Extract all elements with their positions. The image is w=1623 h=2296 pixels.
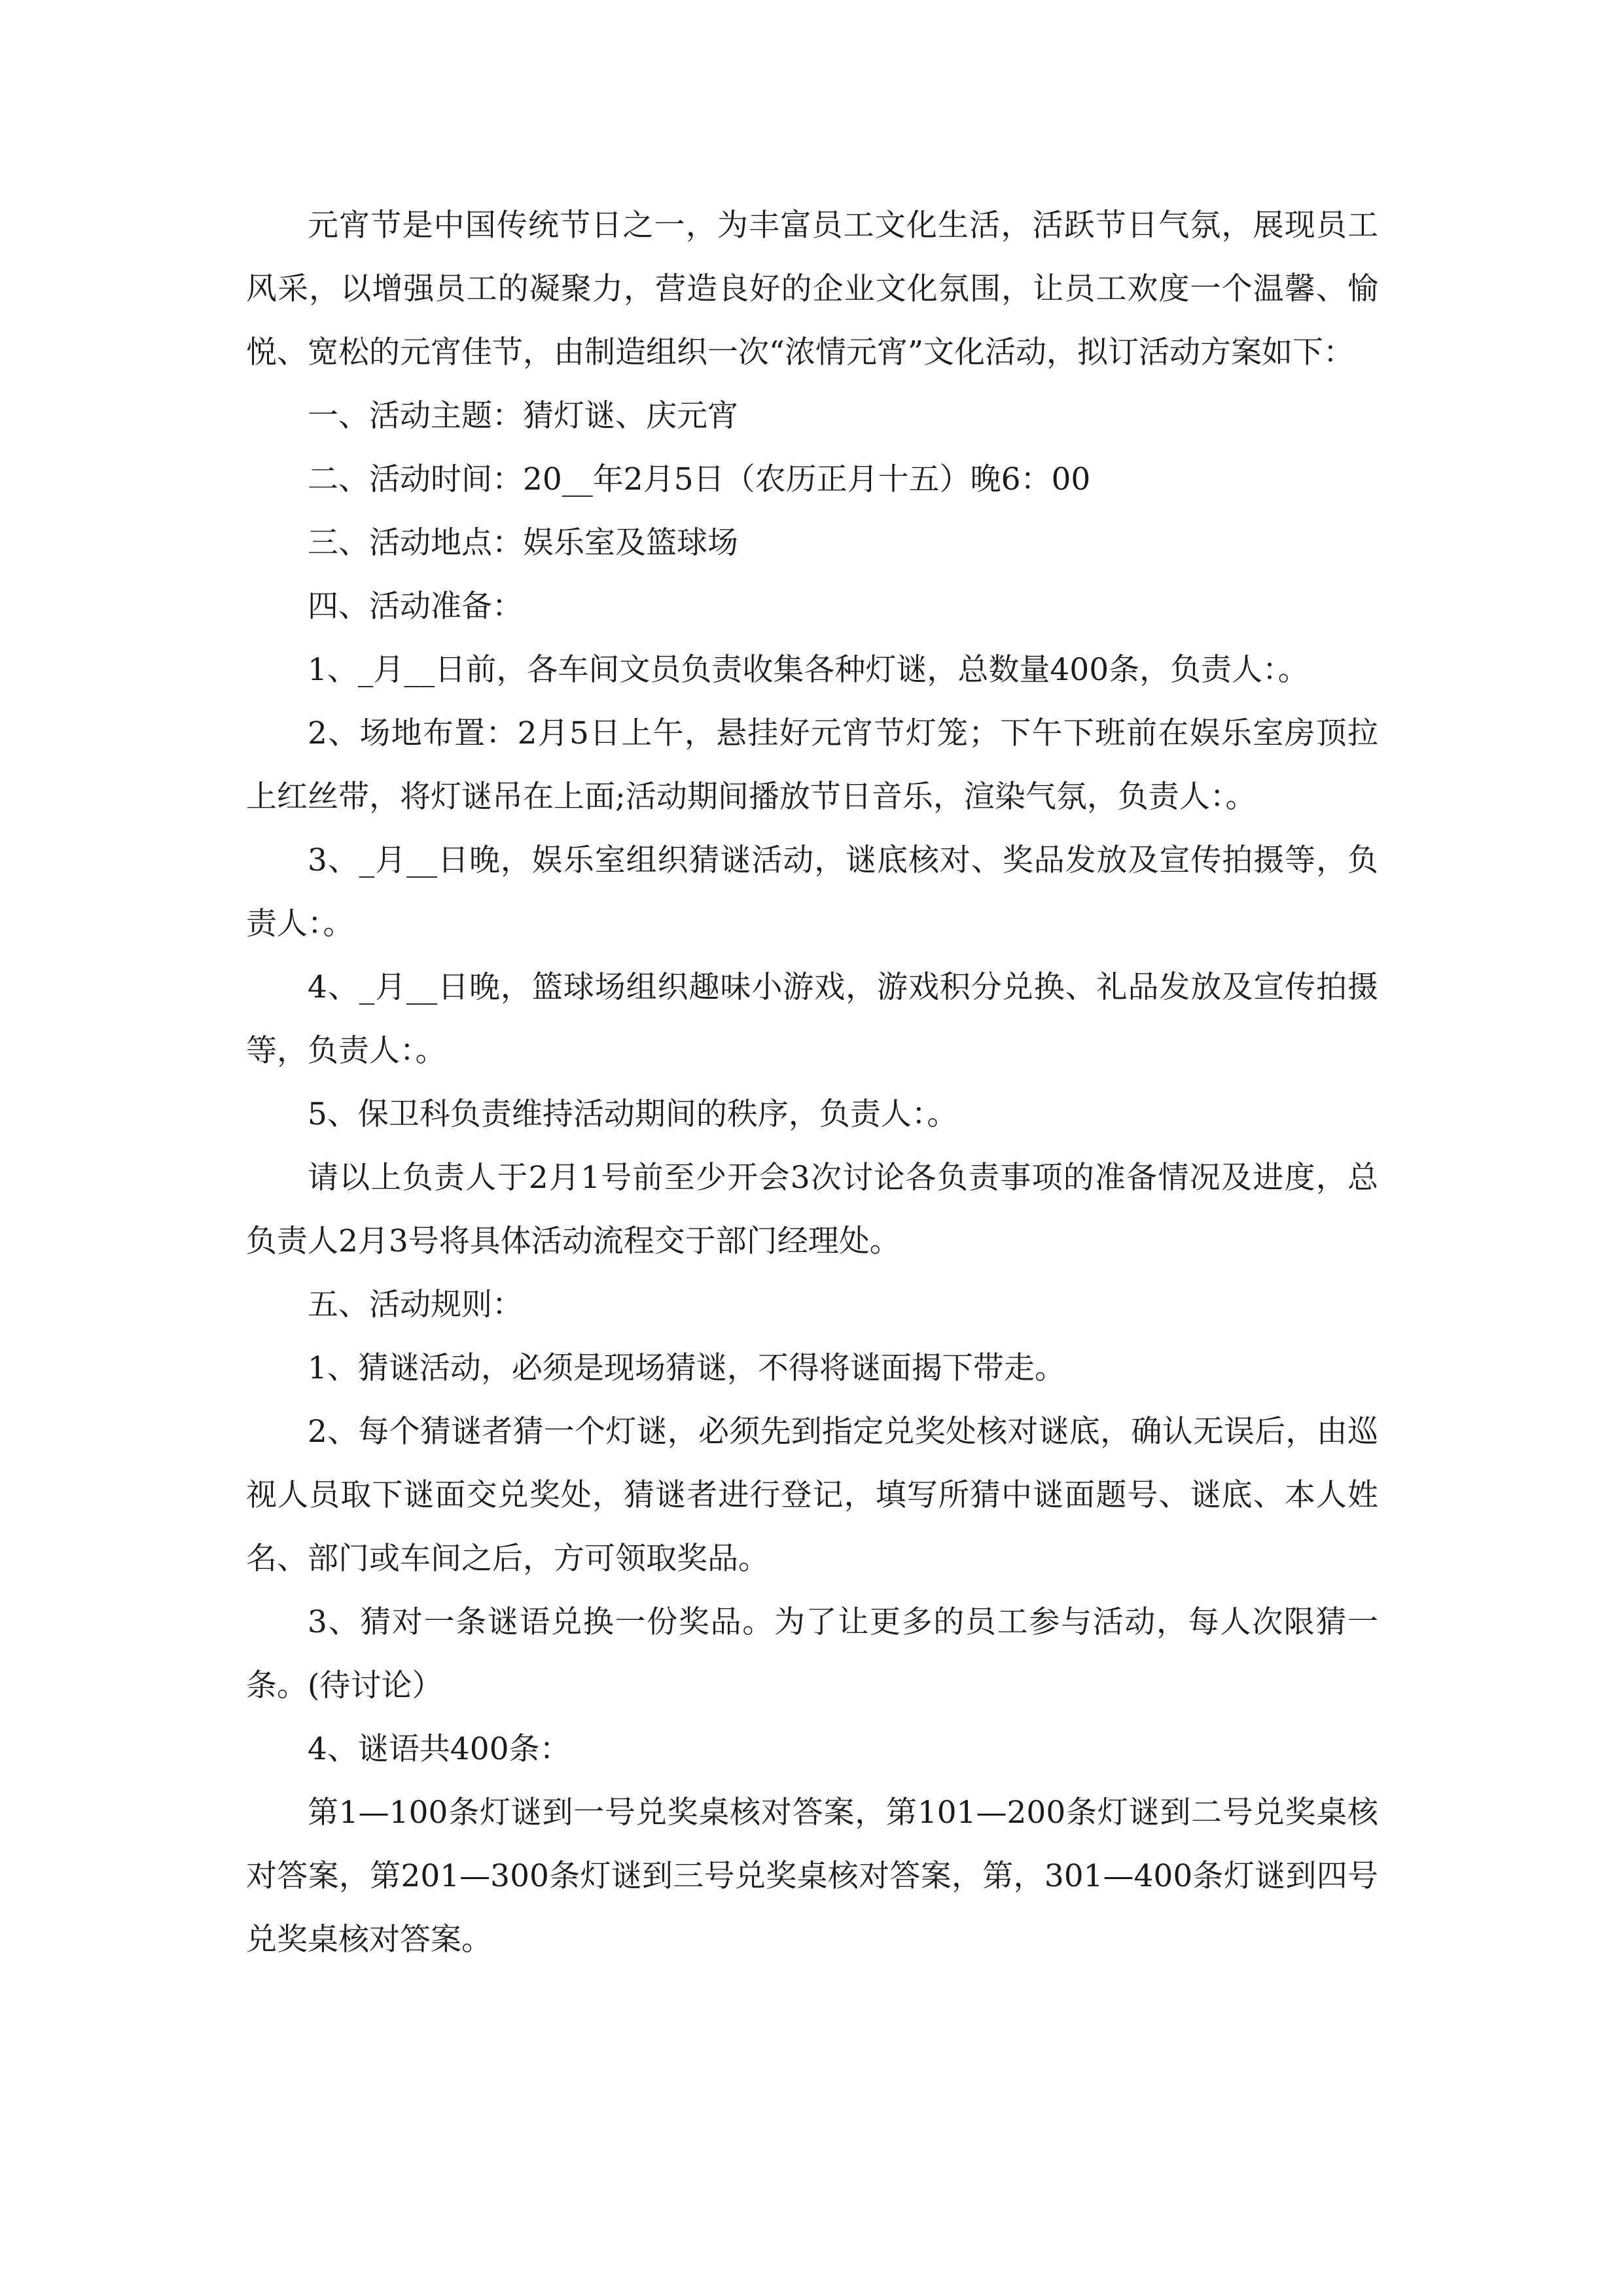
preparation-item-4: 4、_月__日晚，篮球场组织趣味小游戏，游戏积分兑换、礼品发放及宣传拍摄等，负责人：。 xyxy=(246,969,1378,1069)
rule-item-4: 4、谜语共400条： xyxy=(308,1731,571,1767)
preparation-item-1: 1、_月__日前，各车间文员负责收集各种灯谜，总数量400条，负责人：。 xyxy=(308,652,1309,688)
rule-item-2: 2、每个猜谜者猜一个灯谜，必须先到指定兑奖处核对谜底，确认无误后，由巡视人员取下谜面交兑奖处，猜谜者进行登记，填写所猜中谜面题号、谜底、本人姓名、部门或车间之后，方可领取奖品。 xyxy=(246,1414,1378,1577)
section-rules-heading: 五、活动规则： xyxy=(308,1287,523,1323)
rule-item-3: 3、猜对一条谜语兑换一份奖品。为了让更多的员工参与活动，每人次限猜一条。(待讨论） xyxy=(246,1604,1378,1704)
preparation-item-2: 2、场地布置：2月5日上午，悬挂好元宵节灯笼；下午下班前在娱乐室房顶拉上红丝带，将灯谜吊在上面;活动期间播放节日音乐，渲染气氛，负责人：。 xyxy=(246,715,1378,815)
preparation-note: 请以上负责人于2月1号前至少开会3次讨论各负责事项的准备情况及进度，总负责人2月3号将具体活动流程交于部门经理处。 xyxy=(246,1160,1378,1259)
rule-item-1: 1、猜谜活动，必须是现场猜谜，不得将谜面揭下带走。 xyxy=(308,1350,1065,1386)
rule-item-4-detail: 第1—100条灯谜到一号兑奖桌核对答案，第101—200条灯谜到二号兑奖桌核对答案，第201—300条灯谜到三号兑奖桌核对答案，第，301—400条灯谜到四号兑奖桌核对答案。 xyxy=(246,1795,1378,1958)
section-theme: 一、活动主题：猜灯谜、庆元宵 xyxy=(308,398,738,434)
section-time: 二、活动时间：20__年2月5日（农历正月十五）晚6：00 xyxy=(308,461,1091,497)
preparation-item-5: 5、保卫科负责维持活动期间的秩序，负责人：。 xyxy=(308,1096,958,1132)
section-preparation-heading: 四、活动准备： xyxy=(308,588,523,624)
section-location: 三、活动地点：娱乐室及篮球场 xyxy=(308,525,738,561)
document-body xyxy=(246,194,1378,1971)
preparation-item-3: 3、_月__日晚，娱乐室组织猜谜活动，谜底核对、奖品发放及宣传拍摄等，负责人：。 xyxy=(246,842,1378,942)
intro-paragraph: 元宵节是中国传统节日之一，为丰富员工文化生活，活跃节日气氛，展现员工风采，以增强员工的凝聚力，营造良好的企业文化氛围，让员工欢度一个温馨、愉悦、宽松的元宵佳节，由制造组织一次“浓情元宵”文化活动，拟订活动方案如下： xyxy=(246,207,1378,370)
